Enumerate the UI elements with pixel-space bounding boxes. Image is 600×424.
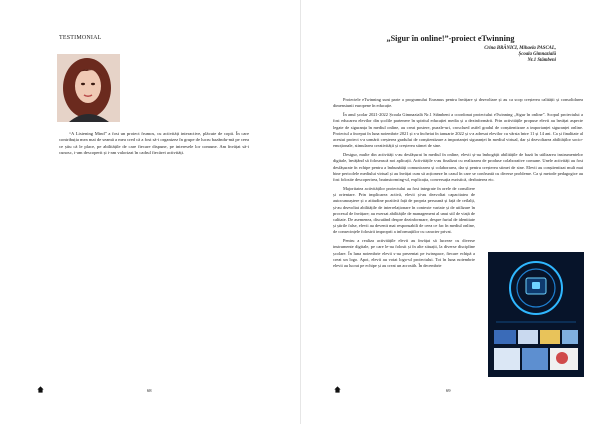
testimonial-heading: TESTIMONIAL — [59, 35, 102, 41]
author-line: Nr.1 Stâmbeni — [527, 58, 556, 64]
paragraph: Desigur, multe din activități s-au desfășurat în mediul în online, elevii și-au îmbogățit abilitățile de bază în utilizarea instrumentelor digitale, învățând să folosească noi aplicații. Activitățile s-au finalizat cu realizarea de produse colaborative comune. Unele activități au fost desfășurate în echipe pentru a îmbunătăți comunicarea și colaborarea, dar și pentru creșterea stimei de sine. Elevii au conștientizat mult mai bine pericolele mediului virtual și au învățat cum să acționeze în cazul în care se confruntă cu diverse probleme. Ca și metode pedagogice au fost folosite descoperirea, brainstorming-ul, explicația, conversația euristică, dezbaterea etc. — [333, 152, 583, 182]
paragraph: Majoritatea activităților proiectului au fost integrate în orele de consiliere și orientare. Prin implicarea activă, elevii și-au dezvoltat capacitatea de autocunoaștere și o atitudine pozitivă față de propria persoană și față de ceilalți, și-au dezvoltat abilitățile de interrelaționare în contexte variate și de utilizare în procesul de învățare; au exersat abilitățile de management al unui stil de viață de calitate. De asemenea, discutând despre dezinformare, despre furtul de identitate și știrile false, elevii au devenit mai responsabili de ceea ce fac în mediul online, de consecințele folosirii improprii a informațiilor cu caracter privat. — [333, 186, 475, 235]
portrait-photo — [57, 54, 120, 122]
paragraph: Pentru a realiza activitățile elevii au învățat să lucreze cu diverse instrumente digitale, pe care le-au folosit și în alte situații, la diverse discipline școlare. În luna noiembrie elevii s-au prezentat pe twinspace, fiecare echipă a creat un logo. Apoi, elevii au votat logo-ul proiectului. Tot în luna noiembrie elevii au lucrat pe echipe și au creat un acrostih. În decembrie — [333, 238, 475, 268]
narrow-column — [333, 186, 475, 269]
right-page — [300, 0, 600, 424]
home-icon — [334, 386, 341, 393]
article-title: „Sigur în online!”-proiect eTwinning — [386, 34, 515, 43]
online-safety-photo — [488, 252, 584, 377]
page-number-left: 68 — [147, 388, 152, 393]
author-line: Școala Gimnazială — [518, 52, 556, 58]
author-line: Crina BRĂNICI, Mihaela PASCAL, — [484, 46, 556, 51]
paragraph: În anul școlar 2021-2022 Școala Gimnazială Nr.1 Stâmbeni a coordonat proiectului eTwinning „Sigur în online”. Scopul proiectului a fost educarea elevilor din școlile partenere în spiritul educației media și a dezinformării. Prin activitățile propuse elevii au învățat aspecte legate de siguranța în mediul online, au creat postere, puzzle-uri, crosclued astfel gradul de conștientizare a importanței siguranței online. Proiectul a început în luna noiembrie 2021 și s-a încheiat în ianuarie 2022 și s-a adresat elevilor cu vârsta între 11 și 14 ani. Ca și finalitate al acestui proiect s-a urmărit creșterea gradului de conștientizare a importanței siguranței în mediul virtual, dar și dezvoltarea abilităților socio-emoționale, stimularea creativității și creșterea stimei de sine. — [333, 112, 583, 149]
testimonial-quote — [59, 131, 249, 156]
article-authors — [484, 46, 556, 65]
home-icon — [37, 386, 44, 393]
page-number-right: 69 — [446, 388, 451, 393]
paragraph: Proiectele eTwinning sunt parte a programului Erasmus pentru învățare și dezvoltare și au ca scop creșterea calității și consolidarea dimensiunii europene în educație. — [333, 97, 583, 109]
article-body — [333, 97, 583, 272]
quote-text: “A Listening Mind” a fost un proiect frumos, cu activități interactive, plăcute de copii. În care contribuția mea mai de seamă a mea cred că a fost să-i organizez în grupe de lucru bazându-mă pe ceea ce știu că le place, pe abilitățile de care fiecare dispune, pe interesele lor comune. Am învățat să-i cunosc, i-am descoperit și i-am valorizat în cadrul fiecărei activități. — [59, 131, 249, 155]
